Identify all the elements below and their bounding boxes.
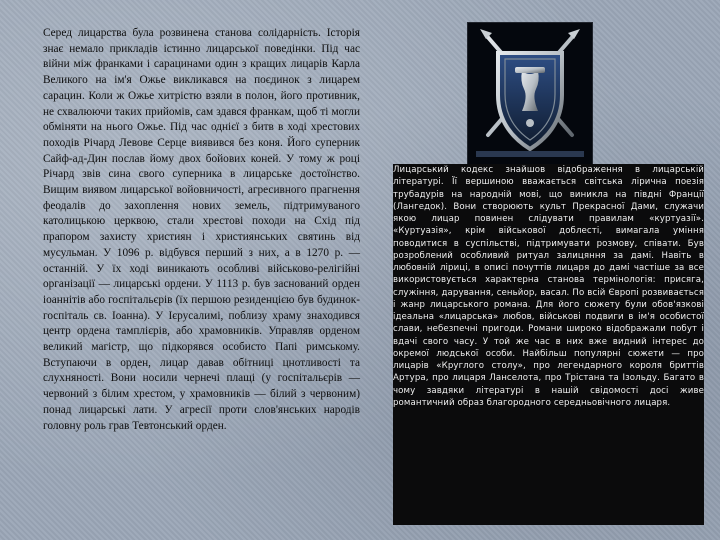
knight-emblem-image (467, 22, 593, 168)
right-body-text: Лицарський кодекс знайшов відображення в лицарській літературі. Її вершиною вважається світська лірична поезія трубадурів на народній мові, що виникла на півдні Франції (Лангедок). Вони створюють культ Прекрасної Дами, служачи якою лицар повинен слідувати правилам «куртуазії». «Куртуазія», крім військової доблесті, вимагала уміння поводитися в суспільстві, підтримувати розмову, співати. Був розроблений особливий ритуал залицяння за дамі. Навіть в любовній ліриці, в описі почуттів лицаря до дамі частіше за все використовується характерна станова термінологія: присяга, служіння, дарування, сеньйор, васал. По всій Європі розвивається і жанр лицарського романа. Для його сюжету були обов'язкові ідеальна «лицарська» любов, військові подвиги в ім'я особистої слави, небезпечні пригоди. Романи широко відображали побут і вдачі свого часу. У той же час в них вже видний інтерес до окремої людської особи. Найбільш популярні сюжети — про лицарів «Круглого столу», про легендарного короля бриттів Артура, про лицаря Ланселота, про Трістана та Ізольду. Багато в чому завдяки літературі в нашій свідомості досі живе романтичний образ благородного середньовічного лицаря. (393, 165, 704, 408)
knight-shield-emblem-icon (468, 23, 592, 167)
left-body-text: Серед лицарства була розвинена станова солідарність. Історія знає немало прикладів істинно лицарської поведінки. Під час війни між франками і сарацинами один з кращих лицарів Карла Великого на ім'я Ожье викликався на поєдинок з лицарем сарацин. Коли ж Ожье хитрістю взяли в полон, його противник, не схвалюючи таких прийомів, сам здався франкам, щоб ті могли обміняти на нього Ожье. Під час однієї з битв в ході хрестових походів Річард Левове Серце виявився без коня. Його суперник Сайф-ад-Дин послав йому двох бойових коней. У тому ж році Річард звів сина свого суперника в лицарське достоїнство. Вищим виявом лицарської войовничості, агресивного прагнення феодалів до захоплення нових земель, підтримуваного католицькою церквою, стали хрестові походи на Схід під прапором захисту християн і християнських святинь від мусульман. У 1096 р. відбувся перший з них, а в 1270 р. — останній. У їх ході виникають особливі військово-релігійні організації — лицарські ордени. У 1113 р. був заснований орден іоаннітів або госпітальєрів (їх першою резиденцією був будинок-госпіталь св. Іоанна). У Ієрусалимі, поблизу храму знаходився центр ордена тамплієрів, або храмовників. Управляв орденом великий магістр, що підкорявся особисто Папі римському. Вступаючи в орден, лицар давав обітниці цнотливості та слухняності. Вони носили чернечі плащі (у госпітальєрів — червоний з білим хрестом, у храмовників — білий з червоним) понад лицарські лати. У агресії проти слов'янських народів головну роль грав Тевтонський орден. (43, 27, 360, 432)
right-text-panel (393, 164, 704, 525)
